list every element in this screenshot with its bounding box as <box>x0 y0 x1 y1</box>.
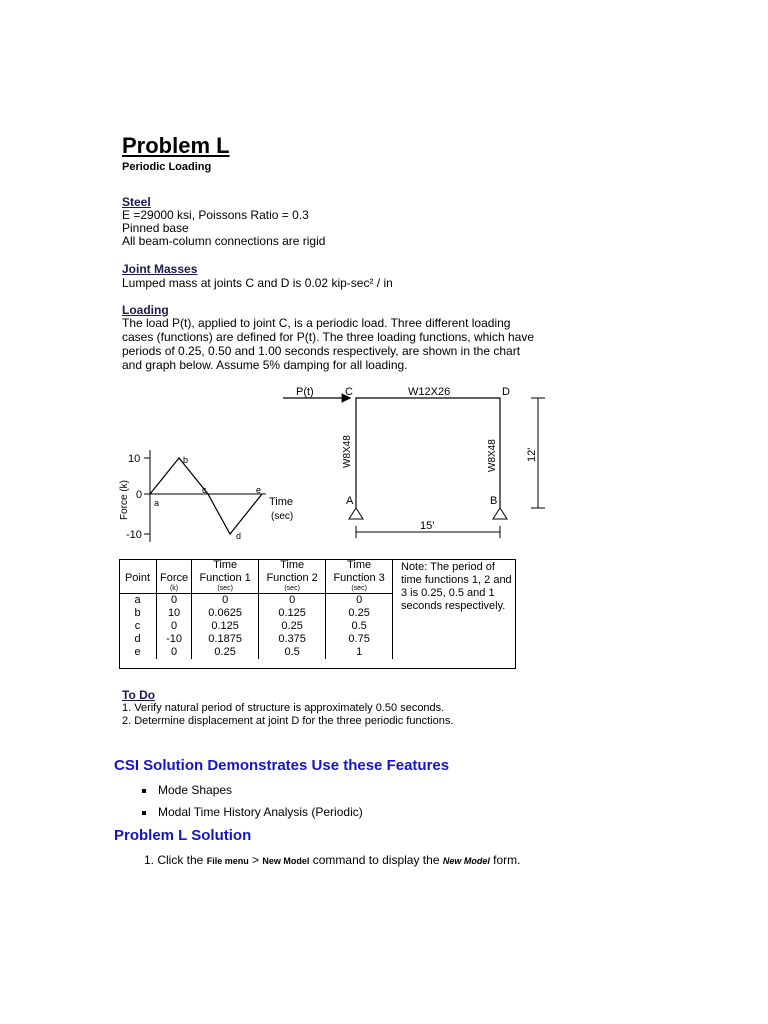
new-model-command[interactable]: New Model <box>262 856 310 866</box>
cell-point: e <box>134 646 141 658</box>
feature-item-modal-time-history: Modal Time History Analysis (Periodic) <box>142 805 363 819</box>
cell-force: -10 <box>157 633 192 646</box>
steel-line-3: All beam-column connections are rigid <box>122 234 326 248</box>
header-function-2: Function 2 <box>266 572 318 584</box>
table-header-row <box>119 559 393 594</box>
cell-force: 10 <box>157 607 192 620</box>
y-axis-label: Force (k) <box>119 480 130 520</box>
features-heading: CSI Solution Demonstrates Use these Features <box>114 757 450 774</box>
cell-f1: 0.125 <box>192 620 259 633</box>
header-f2-unit: (sec) <box>284 585 300 592</box>
cell-f3: 0.25 <box>326 607 393 620</box>
header-force: Force <box>160 572 189 584</box>
header-f2-top: Time <box>280 559 305 571</box>
pin-support-a <box>349 508 363 519</box>
step-1-mid: command to display the <box>309 853 443 867</box>
loading-line-1: The load P(t), applied to joint C, is a periodic load. Three different loading <box>122 316 511 330</box>
header-f3-unit: (sec) <box>351 585 367 592</box>
span-label: 15' <box>420 520 435 532</box>
portal-frame <box>283 386 545 538</box>
file-menu-link[interactable]: File menu <box>206 856 249 866</box>
force-time-graph <box>119 450 293 542</box>
feature-item-mode-shapes: Mode Shapes <box>142 783 232 797</box>
todo-item-2: 2. Determine displacement at joint D for the three periodic functions. <box>122 715 454 727</box>
joint-a-label: A <box>346 495 354 507</box>
header-f3-top: Time <box>347 559 372 571</box>
cell-f2: 0.5 <box>259 646 326 659</box>
pin-support-b <box>493 508 507 519</box>
table-note: Note: The period of time functions 1, 2 and 3 is 0.25, 0.5 and 1 seconds respectively. <box>401 561 512 612</box>
step-1-separator: > <box>248 853 263 867</box>
cell-f1: 0 <box>192 594 259 608</box>
step-1-suffix: form. <box>489 853 521 867</box>
header-point: Point <box>124 572 151 584</box>
point-label-d: d <box>236 531 242 541</box>
table-row <box>119 607 393 620</box>
header-function-3: Function 3 <box>333 572 385 584</box>
point-label-c: c <box>202 485 207 495</box>
cell-force: 0 <box>157 620 192 633</box>
height-label: 12' <box>526 447 538 462</box>
steel-line-2: Pinned base <box>122 221 189 235</box>
frame-members <box>356 398 500 508</box>
y-tick-10: 10 <box>128 453 141 465</box>
table-row <box>119 646 393 659</box>
solution-step-1 <box>144 853 521 867</box>
cell-f1: 0.1875 <box>192 633 259 646</box>
loading-line-3: periods of 0.25, 0.50 and 1.00 seconds respectively, are shown in the chart <box>122 344 521 358</box>
table-row <box>119 594 393 608</box>
cell-force: 0 <box>157 646 192 659</box>
joint-masses-line: Lumped mass at joints C and D is 0.02 kip-sec² / in <box>122 276 393 290</box>
cell-f3: 0 <box>326 594 393 608</box>
todo-heading: To Do <box>122 688 156 702</box>
loading-line-2: cases (functions) are defined for P(t). The three loading functions, which have <box>122 330 535 344</box>
joint-d-label: D <box>502 386 510 398</box>
cell-f3: 0.75 <box>326 633 393 646</box>
joint-c-label: C <box>345 386 353 398</box>
problem-title: Problem L <box>122 133 230 158</box>
x-axis-label: Time <box>269 496 294 508</box>
cell-point: c <box>134 620 141 632</box>
cell-f3: 1 <box>326 646 393 659</box>
left-column-label: W8X48 <box>342 435 353 468</box>
step-1-prefix: 1. Click the <box>144 853 207 867</box>
cell-f3: 0.5 <box>326 620 393 633</box>
cell-f1: 0.25 <box>192 646 259 659</box>
header-f1-top: Time <box>213 559 238 571</box>
cell-f2: 0 <box>259 594 326 608</box>
x-axis-units: (sec) <box>271 511 294 522</box>
cell-f2: 0.375 <box>259 633 326 646</box>
header-function-1: Function 1 <box>199 572 251 584</box>
right-column-label: W8X48 <box>487 439 498 472</box>
steel-line-1: E =29000 ksi, Poissons Ratio = 0.3 <box>122 208 309 222</box>
problem-subtitle: Periodic Loading <box>122 161 212 173</box>
steel-heading: Steel <box>122 195 151 209</box>
table-row <box>119 633 393 646</box>
solution-heading: Problem L Solution <box>114 827 252 844</box>
load-label: P(t) <box>296 386 314 398</box>
time-function-table <box>119 559 393 659</box>
cell-f1: 0.0625 <box>192 607 259 620</box>
diagram-area <box>0 380 768 560</box>
beam-label: W12X26 <box>408 386 451 398</box>
point-label-e: e <box>256 485 262 495</box>
force-curve <box>150 458 262 534</box>
point-label-b: b <box>183 455 189 465</box>
y-tick-neg10: -10 <box>126 529 142 541</box>
table-row <box>119 620 393 633</box>
joint-b-label: B <box>490 495 498 507</box>
todo-item-1: 1. Verify natural period of structure is approximately 0.50 seconds. <box>122 702 445 714</box>
cell-point: b <box>134 607 141 619</box>
joint-masses-heading: Joint Masses <box>122 262 198 276</box>
cell-point: d <box>134 633 141 645</box>
y-tick-0: 0 <box>136 489 143 501</box>
new-model-form-name: New Model <box>442 856 490 866</box>
cell-point: a <box>134 594 141 606</box>
loading-heading: Loading <box>122 303 169 317</box>
header-f1-unit: (sec) <box>217 585 233 592</box>
header-force-unit: (k) <box>169 585 179 592</box>
loading-line-4: and graph below. Assume 5% damping for all loading. <box>122 358 408 372</box>
cell-f2: 0.125 <box>259 607 326 620</box>
cell-f2: 0.25 <box>259 620 326 633</box>
point-label-a: a <box>154 498 160 508</box>
cell-force: 0 <box>157 594 192 608</box>
